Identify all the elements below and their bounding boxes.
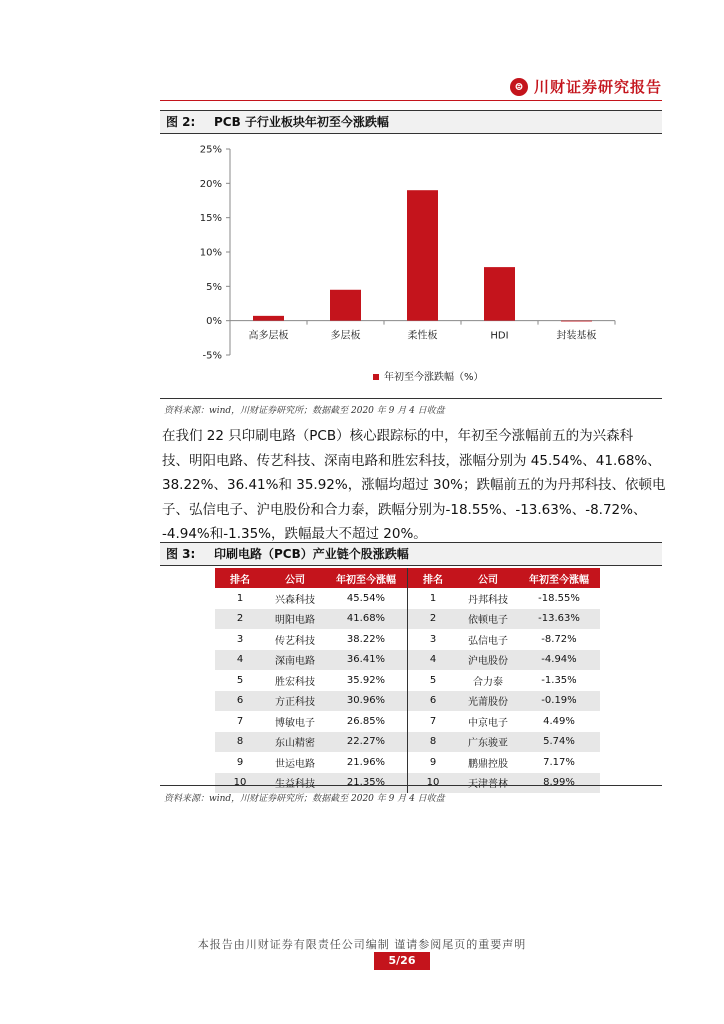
change-cell: 38.22% [325, 629, 408, 650]
col-header-rank: 排名 [408, 568, 459, 588]
company-cell: 生益科技 [265, 773, 325, 794]
rank-cell: 3 [408, 629, 459, 650]
y-tick-label: 5% [206, 281, 222, 293]
rank-cell: 9 [215, 752, 265, 773]
figure2-title-bar [160, 110, 662, 134]
chart-y-labels [200, 145, 222, 362]
body-line: -4.94%和-1.35%，跌幅最大不超过 20%。 [162, 526, 427, 542]
change-cell: -4.94% [518, 650, 600, 671]
figure3-title: 印刷电路（PCB）产业链个股涨跌幅 [214, 547, 409, 561]
company-cell: 广东骏亚 [458, 732, 518, 753]
col-header-change: 年初至今涨幅 [518, 568, 600, 588]
legend-label: 年初至今涨跌幅（%） [384, 372, 484, 383]
change-cell: 30.96% [325, 691, 408, 712]
x-tick-label: 多层板 [330, 330, 361, 342]
company-cell: 依顿电子 [458, 609, 518, 630]
company-cell: 兴森科技 [265, 588, 325, 609]
legend-swatch [373, 374, 379, 380]
table-row [215, 588, 600, 609]
rank-cell: 1 [408, 588, 459, 609]
change-cell: 26.85% [325, 711, 408, 732]
company-cell: 天津普林 [458, 773, 518, 794]
bar-3 [407, 190, 438, 320]
bar-5 [561, 321, 592, 322]
rank-cell: 3 [215, 629, 265, 650]
x-tick-label: 封装基板 [556, 330, 597, 342]
table-row [215, 732, 600, 753]
company-cell: 沪电股份 [458, 650, 518, 671]
ranking-table [215, 568, 600, 793]
body-line: 38.22%、36.41%和 35.92%，涨幅均超过 30%；跌幅前五的为丹邦科技、依顿电 [162, 477, 666, 493]
rank-cell: 1 [215, 588, 265, 609]
rank-cell: 6 [408, 691, 459, 712]
table-row [215, 629, 600, 650]
table-header-row [215, 568, 600, 588]
company-cell: 明阳电路 [265, 609, 325, 630]
rank-cell: 7 [215, 711, 265, 732]
table-row [215, 609, 600, 630]
change-cell: 21.96% [325, 752, 408, 773]
col-header-rank: 排名 [215, 568, 265, 588]
header-divider [160, 100, 662, 101]
col-header-company: 公司 [458, 568, 518, 588]
rank-cell: 4 [408, 650, 459, 671]
col-header-change: 年初至今涨幅 [325, 568, 408, 588]
company-cell: 胜宏科技 [265, 670, 325, 691]
change-cell: 21.35% [325, 773, 408, 794]
change-cell: 5.74% [518, 732, 600, 753]
figure2-bottom-rule [160, 398, 662, 399]
x-tick-label: 高多层板 [248, 330, 289, 342]
company-cell: 鹏鼎控股 [458, 752, 518, 773]
change-cell: -13.63% [518, 609, 600, 630]
figure2-title: PCB 子行业板块年初至今涨跌幅 [214, 115, 389, 129]
change-cell: 8.99% [518, 773, 600, 794]
rank-cell: 9 [408, 752, 459, 773]
body-line: 技、明阳电路、传艺科技、深南电路和胜宏科技，涨幅分别为 45.54%、41.68%、 [162, 452, 661, 469]
rank-cell: 5 [215, 670, 265, 691]
change-cell: -18.55% [518, 588, 600, 609]
y-tick-label: 25% [199, 144, 222, 156]
rank-cell: 5 [408, 670, 459, 691]
rank-cell: 8 [215, 732, 265, 753]
rank-cell: 7 [408, 711, 459, 732]
change-cell: 7.17% [518, 752, 600, 773]
company-cell: 弘信电子 [458, 629, 518, 650]
change-cell: 35.92% [325, 670, 408, 691]
change-cell: 45.54% [325, 588, 408, 609]
x-tick-label: HDI [490, 330, 509, 342]
change-cell: 22.27% [325, 732, 408, 753]
page-number: 5/26 [374, 952, 430, 970]
table-row [215, 670, 600, 691]
company-cell: 东山精密 [265, 732, 325, 753]
bar-2 [330, 290, 361, 321]
y-tick-label: 0% [206, 316, 222, 328]
brand-header [510, 76, 662, 97]
figure2-number: 图 2: [166, 115, 196, 129]
figure2-source: 资料来源：wind，川财证券研究所；数据截至 2020 年 9 月 4 日收盘 [164, 406, 445, 416]
y-tick-label: 10% [199, 247, 222, 259]
table-row [215, 711, 600, 732]
rank-cell: 2 [215, 609, 265, 630]
rank-cell: 10 [408, 773, 459, 794]
chart-bars [253, 190, 592, 321]
figure3-number: 图 3: [166, 547, 196, 561]
bar-4 [484, 267, 515, 321]
figure3-title-bar [160, 542, 662, 566]
col-header-company: 公司 [265, 568, 325, 588]
rank-cell: 8 [408, 732, 459, 753]
change-cell: 41.68% [325, 609, 408, 630]
y-tick-label: 20% [199, 178, 222, 190]
company-cell: 中京电子 [458, 711, 518, 732]
company-cell: 丹邦科技 [458, 588, 518, 609]
table-row [215, 650, 600, 671]
rank-cell: 6 [215, 691, 265, 712]
chart-x-labels [249, 329, 597, 342]
rank-cell: 2 [408, 609, 459, 630]
footer-disclaimer: 本报告由川财证券有限责任公司编制 谨请参阅尾页的重要声明 [197, 938, 527, 951]
body-paragraph [162, 424, 666, 547]
company-cell: 合力泰 [458, 670, 518, 691]
brand-logo-icon: ⊜ [510, 78, 528, 96]
company-cell: 世运电路 [265, 752, 325, 773]
rank-cell: 4 [215, 650, 265, 671]
y-tick-label: -5% [202, 350, 222, 362]
company-cell: 深南电路 [265, 650, 325, 671]
x-tick-label: 柔性板 [407, 330, 438, 342]
company-cell: 博敏电子 [265, 711, 325, 732]
figure3-source: 资料来源：wind，川财证券研究所；数据截至 2020 年 9 月 4 日收盘 [164, 794, 445, 804]
body-line: 在我们 22 只印刷电路（PCB）核心跟踪标的中，年初至今涨幅前五的为兴森科 [162, 428, 634, 444]
change-cell: -1.35% [518, 670, 600, 691]
y-tick-label: 15% [199, 213, 222, 225]
brand-name: 川财证券研究报告 [533, 78, 662, 96]
company-cell: 传艺科技 [265, 629, 325, 650]
change-cell: 36.41% [325, 650, 408, 671]
table-row [215, 691, 600, 712]
figure3-bottom-rule [160, 785, 662, 786]
company-cell: 光莆股份 [458, 691, 518, 712]
bar-1 [253, 316, 284, 321]
change-cell: -0.19% [518, 691, 600, 712]
figure2-chart [160, 134, 662, 394]
change-cell: -8.72% [518, 629, 600, 650]
change-cell: 4.49% [518, 711, 600, 732]
table-row [215, 773, 600, 794]
company-cell: 方正科技 [265, 691, 325, 712]
body-line: 子、弘信电子、沪电股份和合力泰，跌幅分别为-18.55%、-13.63%、-8.72%、 [162, 501, 647, 518]
rank-cell: 10 [215, 773, 265, 794]
table-row [215, 752, 600, 773]
